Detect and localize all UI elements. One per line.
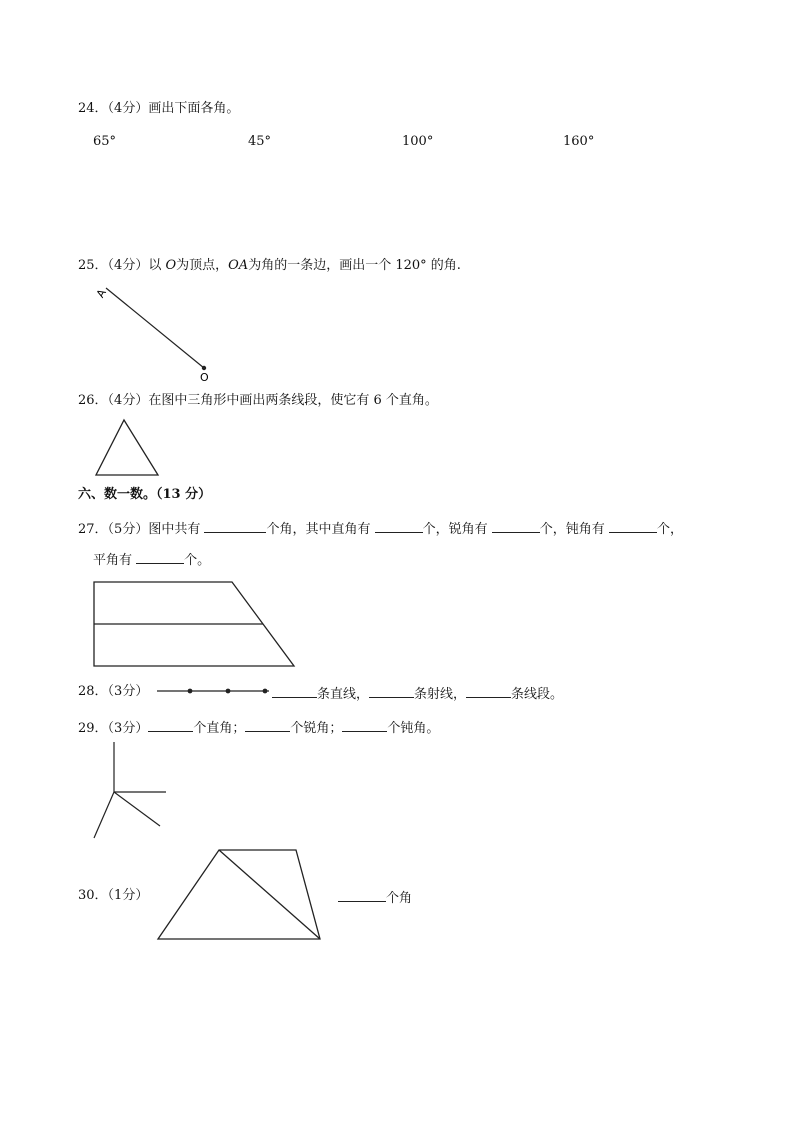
q28-ray-blank[interactable] <box>369 684 414 698</box>
trapezoid-figure <box>93 581 303 671</box>
q25-mid: 为顶点， <box>176 258 229 273</box>
rays-figure <box>92 740 172 840</box>
angle-label-160: 160° <box>563 134 595 149</box>
q29-acute-blank[interactable] <box>245 718 290 732</box>
angle-label-65: 65° <box>93 134 117 149</box>
q30-answer <box>338 888 412 907</box>
q24-text: 24．（4分）画出下面各角。 <box>78 101 240 116</box>
line-segment-figure <box>155 685 275 697</box>
q25-text <box>78 258 461 274</box>
section-6-heading: 六、数一数。（13 分） <box>78 487 212 502</box>
q27-part5: 个， <box>656 522 683 537</box>
q28-part2: 条射线， <box>414 687 467 702</box>
q29-obtuse-blank[interactable] <box>342 718 387 732</box>
q30-num: 30．（1分） <box>78 888 149 903</box>
angle-label-100: 100° <box>402 134 434 149</box>
q27-line2 <box>93 550 210 569</box>
q28-num: 28．（3分） <box>78 684 149 699</box>
q27-part4: 个，钝角有 <box>539 522 605 537</box>
q27-part6: 平角有 <box>93 553 133 568</box>
q29-num: 29．（3分） <box>78 721 149 736</box>
q30-part1: 个角 <box>386 891 413 906</box>
q27-part1: 27．（5分）图中共有 <box>78 522 201 537</box>
q29-part2: 个锐角； <box>290 721 343 736</box>
q25-pre: 25．（4分）以 <box>78 258 166 273</box>
q28-line-blank[interactable] <box>272 684 317 698</box>
q27-line1 <box>78 519 683 538</box>
q28-answers <box>272 684 563 703</box>
label-o: O <box>200 371 209 384</box>
ray-oa-figure <box>92 282 212 382</box>
q28-segment-blank[interactable] <box>466 684 511 698</box>
q27-obtuse-blank[interactable] <box>609 519 657 533</box>
q29-line <box>78 718 439 737</box>
q28-part3: 条线段。 <box>511 687 564 702</box>
q27-total-blank[interactable] <box>204 519 266 533</box>
label-a: A <box>93 286 109 300</box>
q27-part2: 个角，其中直角有 <box>266 522 371 537</box>
q27-part3: 个，锐角有 <box>422 522 488 537</box>
q25-ray-oa: OA <box>228 258 249 273</box>
q28-part1: 条直线， <box>317 687 370 702</box>
q27-right-blank[interactable] <box>375 519 423 533</box>
angle-label-45: 45° <box>248 134 272 149</box>
q29-part3: 个钝角。 <box>387 721 440 736</box>
triangle-figure <box>94 418 164 478</box>
q27-part7: 个。 <box>184 553 211 568</box>
q27-straight-blank[interactable] <box>136 550 184 564</box>
q25-point-o: O <box>165 258 177 273</box>
q29-right-blank[interactable] <box>148 718 193 732</box>
q26-text: 26．（4分）在图中三角形中画出两条线段，使它有 6 个直角。 <box>78 393 438 408</box>
q30-angle-blank[interactable] <box>338 888 386 902</box>
q27-acute-blank[interactable] <box>492 519 540 533</box>
q25-post: 为角的一条边，画出一个 120° 的角. <box>248 258 461 273</box>
quadrilateral-figure <box>156 848 326 942</box>
q29-part1: 个直角； <box>193 721 246 736</box>
